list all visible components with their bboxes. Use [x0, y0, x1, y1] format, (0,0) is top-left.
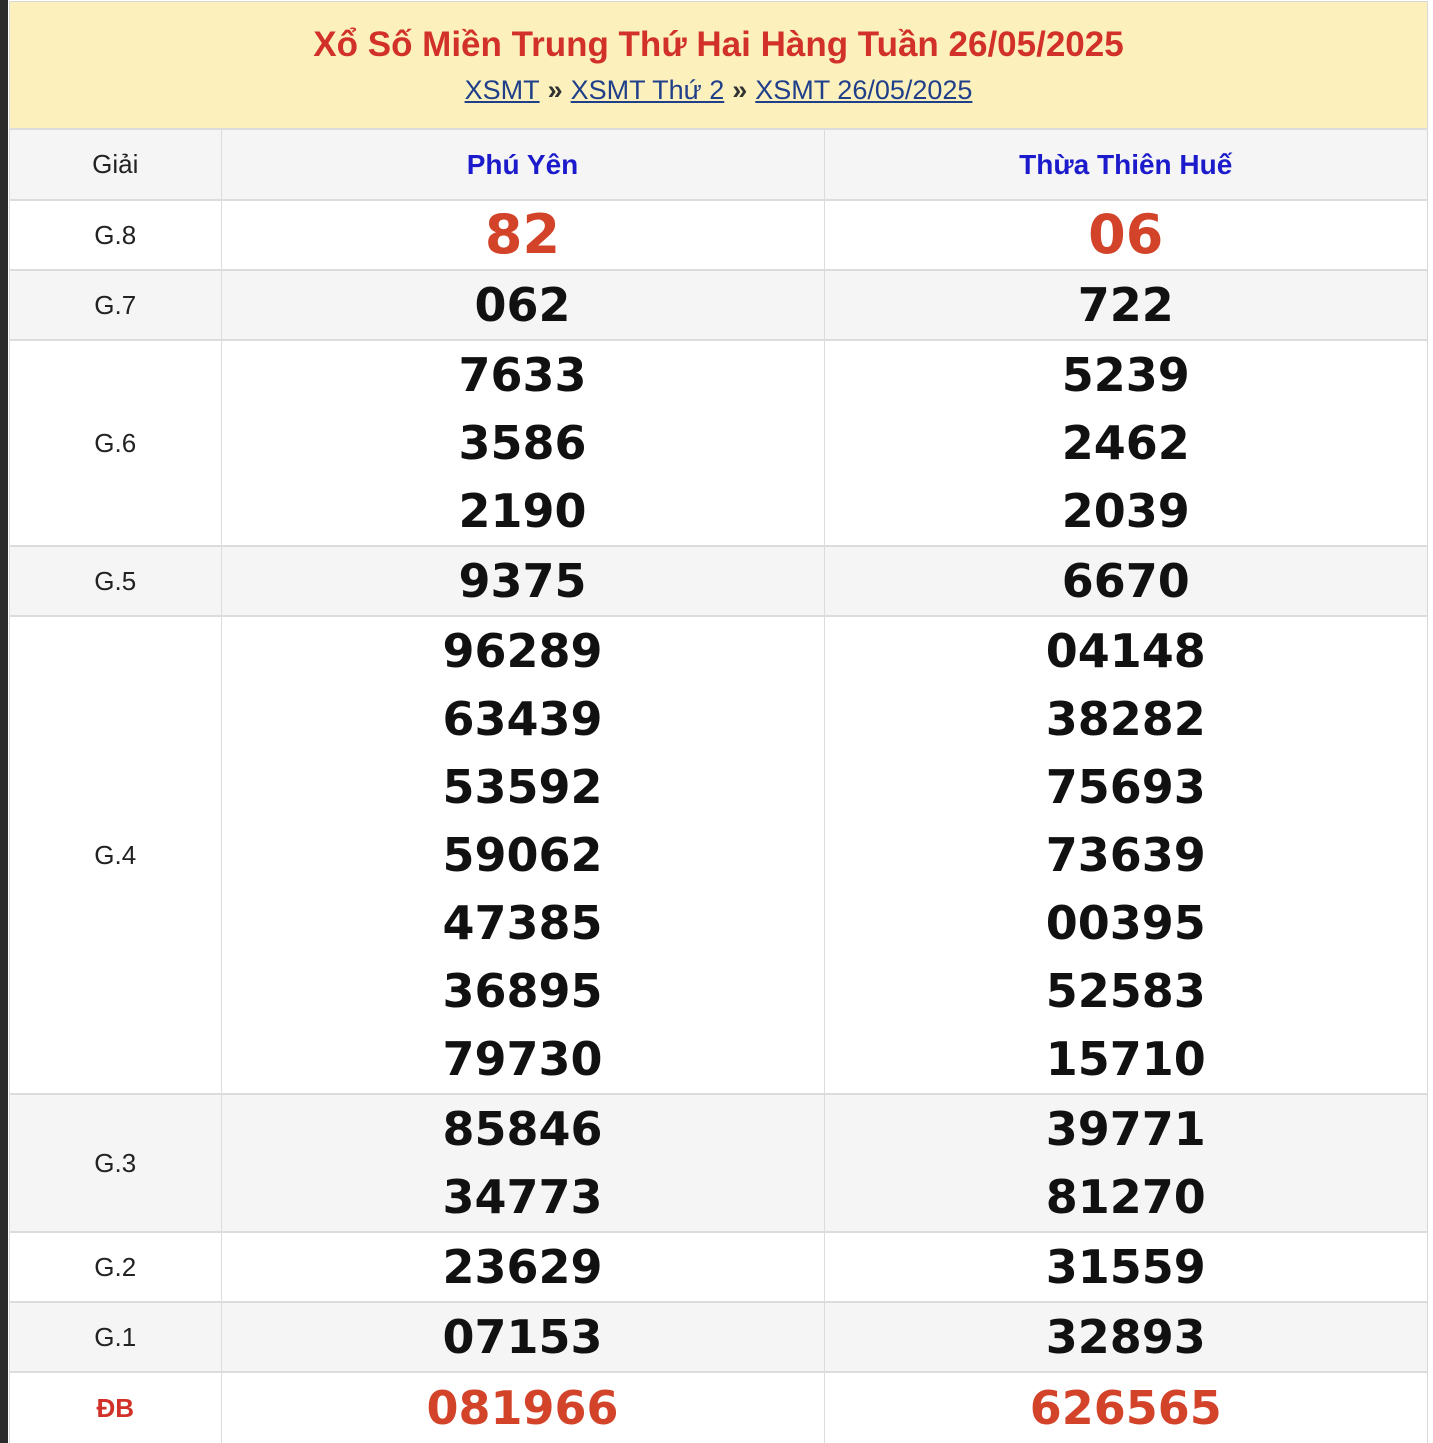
result-number: 6670	[1061, 554, 1190, 608]
prize-row	[10, 546, 1427, 616]
result-cell-thua-thien-hue	[824, 616, 1427, 1094]
result-number: 31559	[1045, 1240, 1206, 1294]
result-number: 07153	[442, 1310, 603, 1364]
result-number: 081966	[426, 1381, 619, 1435]
prize-label: G.3	[10, 1094, 221, 1232]
result-number: 626565	[1029, 1381, 1222, 1435]
prize-label: ĐB	[10, 1372, 221, 1443]
result-number: 81270	[1045, 1170, 1206, 1224]
prize-label: G.8	[10, 200, 221, 270]
prize-label: G.5	[10, 546, 221, 616]
prize-label: G.2	[10, 1232, 221, 1302]
result-number: 00395	[1045, 896, 1206, 950]
prize-row	[10, 1302, 1427, 1372]
breadcrumb	[10, 73, 1427, 107]
window-left-edge	[0, 0, 8, 1443]
result-number: 36895	[442, 964, 603, 1018]
breadcrumb-link-xsmt-date[interactable]: XSMT 26/05/2025	[755, 75, 973, 105]
result-cell-thua-thien-hue	[824, 200, 1427, 270]
result-cell-thua-thien-hue	[824, 1094, 1427, 1232]
result-number: 2462	[1061, 416, 1190, 470]
results-table-body	[10, 130, 1427, 1443]
breadcrumb-separator: »	[547, 75, 563, 105]
result-number: 5239	[1061, 348, 1190, 402]
result-number: 82	[484, 203, 561, 266]
results-table	[10, 130, 1427, 1443]
result-number: 39771	[1045, 1102, 1206, 1156]
result-number: 85846	[442, 1102, 603, 1156]
result-number: 3586	[458, 416, 587, 470]
result-number: 06	[1088, 203, 1164, 266]
prize-label: G.6	[10, 340, 221, 546]
result-cell-phu-yen	[221, 1302, 824, 1372]
result-cell-thua-thien-hue	[824, 270, 1427, 340]
result-number: 79730	[442, 1032, 603, 1086]
result-cell-phu-yen	[221, 546, 824, 616]
result-cell-thua-thien-hue	[824, 1302, 1427, 1372]
prize-label: G.4	[10, 616, 221, 1094]
results-header	[10, 2, 1427, 130]
breadcrumb-separator: »	[732, 75, 748, 105]
result-number: 9375	[458, 554, 587, 608]
prize-row	[10, 616, 1427, 1094]
result-number: 59062	[442, 828, 603, 882]
province-header-thua-thien-hue: Thừa Thiên Huế	[824, 130, 1427, 200]
table-header-row	[10, 130, 1427, 200]
result-cell-thua-thien-hue	[824, 546, 1427, 616]
result-number: 2190	[458, 484, 587, 538]
page-title: Xổ Số Miền Trung Thứ Hai Hàng Tuần 26/05/2025	[313, 25, 1124, 64]
result-cell-thua-thien-hue	[824, 340, 1427, 546]
result-number: 23629	[442, 1240, 603, 1294]
results-panel	[9, 1, 1428, 1443]
result-number: 53592	[442, 760, 603, 814]
result-number: 34773	[442, 1170, 603, 1224]
result-cell-phu-yen	[221, 200, 824, 270]
prize-column-header: Giải	[10, 130, 221, 200]
result-cell-phu-yen	[221, 1232, 824, 1302]
result-number: 38282	[1045, 692, 1206, 746]
result-number: 32893	[1045, 1310, 1206, 1364]
result-cell-phu-yen	[221, 1372, 824, 1443]
prize-label: G.7	[10, 270, 221, 340]
prize-row	[10, 200, 1427, 270]
result-number: 73639	[1045, 828, 1206, 882]
result-cell-phu-yen	[221, 1094, 824, 1232]
result-number: 7633	[458, 348, 587, 402]
prize-row	[10, 340, 1427, 546]
result-number: 2039	[1061, 484, 1190, 538]
prize-label: G.1	[10, 1302, 221, 1372]
result-cell-phu-yen	[221, 616, 824, 1094]
result-number: 52583	[1045, 964, 1206, 1018]
province-header-phu-yen: Phú Yên	[221, 130, 824, 200]
result-number: 47385	[442, 896, 603, 950]
result-number: 75693	[1045, 760, 1206, 814]
result-number: 96289	[442, 624, 603, 678]
result-number: 15710	[1045, 1032, 1206, 1086]
prize-row	[10, 270, 1427, 340]
prize-row	[10, 1232, 1427, 1302]
result-number: 722	[1077, 278, 1174, 332]
result-number: 062	[474, 278, 571, 332]
breadcrumb-link-xsmt[interactable]: XSMT	[464, 75, 540, 105]
result-cell-phu-yen	[221, 270, 824, 340]
result-cell-thua-thien-hue	[824, 1372, 1427, 1443]
result-number: 63439	[442, 692, 603, 746]
result-cell-phu-yen	[221, 340, 824, 546]
prize-row	[10, 1372, 1427, 1443]
breadcrumb-link-xsmt-thu-2[interactable]: XSMT Thứ 2	[570, 75, 725, 105]
result-number: 04148	[1045, 624, 1206, 678]
prize-row	[10, 1094, 1427, 1232]
result-cell-thua-thien-hue	[824, 1232, 1427, 1302]
